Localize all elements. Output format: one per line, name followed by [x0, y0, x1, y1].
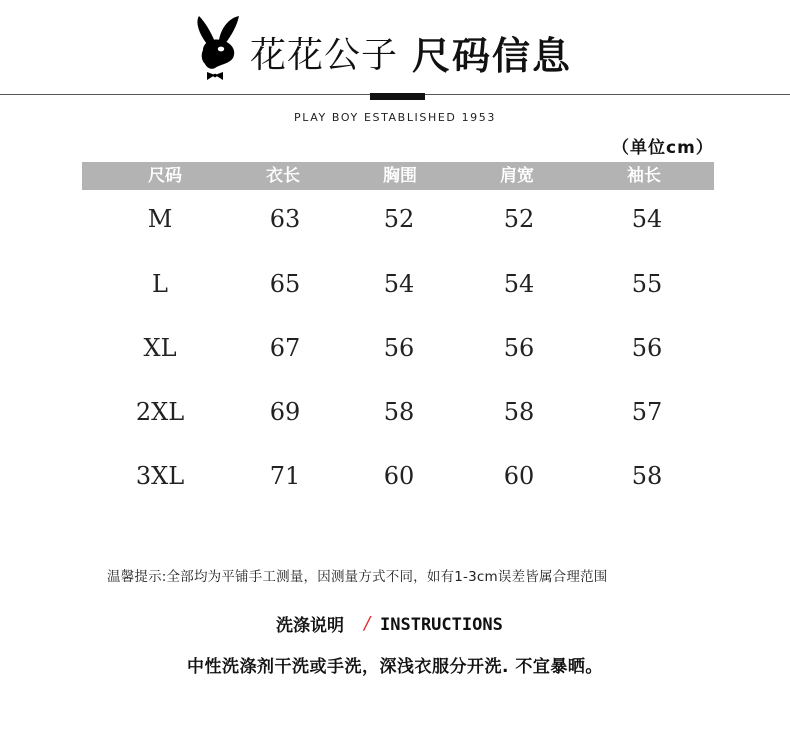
chest-cell: 60: [383, 462, 415, 490]
size-cell: XL: [143, 334, 177, 362]
shoulder-cell: 56: [503, 334, 535, 362]
divider-accent: [370, 93, 425, 100]
shoulder-cell: 54: [503, 270, 535, 298]
shoulder-cell: 52: [503, 205, 535, 233]
length-cell: 69: [269, 398, 301, 426]
length-cell: 65: [269, 270, 301, 298]
length-cell: 67: [269, 334, 301, 362]
size-cell: 3XL: [135, 462, 185, 490]
care-title-slash: /: [364, 613, 371, 634]
sleeve-cell: 57: [631, 398, 663, 426]
table-row: [0, 456, 790, 496]
column-header-size: 尺码: [148, 166, 182, 186]
brand-tagline: PLAY BOY ESTABLISHED 1953: [294, 111, 496, 124]
unit-label: （单位cm）: [612, 138, 714, 158]
care-instructions: 中性洗涤剂干洗或手洗，深浅衣服分开洗. 不宜暴晒。: [187, 657, 603, 677]
column-header-shoulder: 肩宽: [500, 166, 534, 186]
page-title: 尺码信息: [412, 34, 573, 78]
chest-cell: 56: [383, 334, 415, 362]
care-title-en: INSTRUCTIONS: [380, 615, 503, 635]
chest-cell: 54: [383, 270, 415, 298]
length-cell: 71: [269, 462, 301, 490]
brand-name: 花花公子: [250, 35, 399, 76]
table-row: [0, 392, 790, 432]
care-title-cn: 洗涤说明: [276, 616, 344, 636]
page-header: [0, 0, 790, 100]
size-cell: 2XL: [135, 398, 185, 426]
size-cell: L: [152, 270, 168, 298]
table-row: [0, 328, 790, 368]
size-cell: M: [147, 205, 173, 233]
chest-cell: 52: [383, 205, 415, 233]
sleeve-cell: 54: [631, 205, 663, 233]
column-header-chest: 胸围: [383, 166, 417, 186]
shoulder-cell: 60: [503, 462, 535, 490]
table-row: [0, 199, 790, 239]
sleeve-cell: 56: [631, 334, 663, 362]
column-header-sleeve: 袖长: [627, 166, 661, 186]
measurement-note: 温馨提示:全部均为平铺手工测量，因测量方式不同，如有1-3cm误差皆属合理范围: [107, 569, 608, 585]
size-table-header: [82, 162, 714, 190]
shoulder-cell: 58: [503, 398, 535, 426]
column-header-length: 衣长: [266, 166, 300, 186]
length-cell: 63: [269, 205, 301, 233]
chest-cell: 58: [383, 398, 415, 426]
bunny-logo-icon: [193, 14, 243, 84]
sleeve-cell: 58: [631, 462, 663, 490]
table-row: [0, 264, 790, 304]
sleeve-cell: 55: [631, 270, 663, 298]
